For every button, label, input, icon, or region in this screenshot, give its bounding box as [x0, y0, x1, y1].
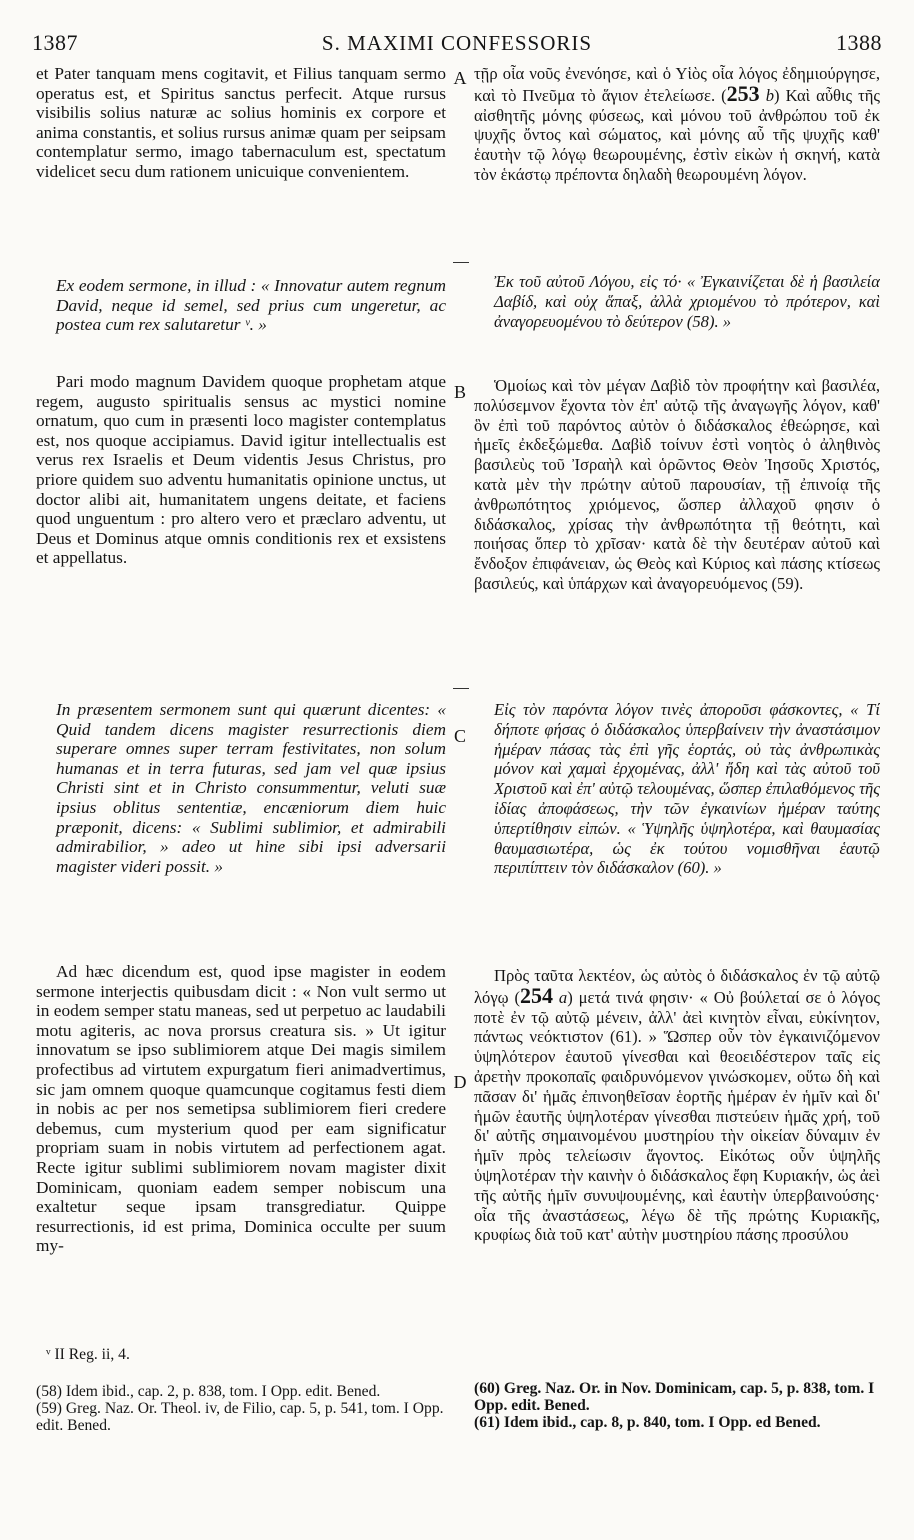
greek-text: Πρὸς ταῦτα λεκτέον, ὡς αὐτὸς ὁ διδάσκαλος ἐν τῷ αὐτῷ λόγῳ	[474, 966, 880, 1007]
page-number-left: 1387	[32, 30, 78, 55]
latin-block-3	[36, 962, 446, 1336]
greek-paragraph: Πρὸς ταῦτα λεκτέον, ὡς αὐτὸς ὁ διδάσκαλος ἐν τῷ αὐτῷ λόγῳ (254 a) μετά τινά φησιν· « Οὐ βούλεταί σε ὁ λόγος ποτὲ ἐν τῷ αὐτῷ μένειν, ἀλλ' ἀεὶ κινητὸν εἶναι, εὐκίνητον, πάντως νεόκτιστον (61). » Ὥσπερ οὖν τὸν ἐγκαινιζόμενον ὑψηλότερον ἑαυτοῦ γίνεσθαι καὶ θεοειδέστερον ταῖς εἰς ἀρετὴν προκοπαῖς φαιδρυνόμενον γινώσκομεν, οὕτω δὴ καὶ πᾶσαν δι' ἡμᾶς ἐπινοηθεῖσαν ἑορτῆς ἡμέραν ἐν ἡμῖν καὶ δι' ἡμῶν ἑαυτῆς ὑψηλοτέραν γίνεσθαι πιστεύειν ἡμᾶς χρή, τοῦ δι' αὐτῆς σημαινομένου μυστηρίου τὴν οἰκείαν δύναμιν ἐν ἡμῖν πρὸς τελείωσιν ἄγοντος. Εἰκότως οὖν ὑψηλῆς ὑψηλοτέραν τὴν καινὴν ὁ διδάσκαλος ἔφη Κυριακήν, ὡς ἀεὶ τῆς αὐτῆς ἡμῖν συνυψουμένης, καὶ ἑαυτὴν ὑπερβαινούσης· οἷα τῆς ἀναστάσεως, λέγω δὲ τῆς πρώτης Κυριακῆς, κρυφίως διὰ τοῦ κατ' αὐτὴν μυστηρίου πάσης προσύλου	[474, 966, 880, 1245]
latin-heading-3	[36, 700, 446, 914]
latin-section-heading: In præsentem sermonem sunt qui quærunt dicentes: « Quid tandem dicens magister resurrectionis diem superare omnes super terram festivitates, non solum humanas et in terra futuras, sed jam vel quæ ipsius Christi sint et in Christo consummentur, veluti suæ ipsius oblitus sententiæ, encæniorum diem huic præponit, dicens: « Sublimi sublimior, et admirabili admirabilior, » adeo ut hine sibi ipsi adversarii magister videri possit. »	[56, 700, 446, 876]
page-number-right: 1388	[835, 30, 882, 55]
latin-block-2	[36, 372, 446, 644]
margin-marker-d: D	[453, 1072, 467, 1092]
footnote-58: (58) Idem ibid., cap. 2, p. 838, tom. I Opp. edit. Bened.	[36, 1383, 381, 1400]
scripture-reference: ᵛ II Reg. ii, 4.	[46, 1346, 130, 1363]
footnotes-left	[36, 1346, 446, 1434]
running-head	[32, 30, 882, 60]
section-divider	[453, 688, 469, 689]
greek-paragraph: Ὁμοίως καὶ τὸν μέγαν Δαβὶδ τὸν προφήτην καὶ βασιλέα, πολύσεμνον ἔχοντα τὸν ἐπ' αὐτῷ τῆς ἀναγωγῆς λόγον, καθ' ὃν ἐπὶ τοῦ παρόντος αὐτὸν ὁ διδάσκαλος ἐθεώρησε, καὶ ἡμεῖς ἐκδεξώμεθα. Δαβὶδ τοίνυν ἐστὶ νοητὸς ὁ ἀληθινὸς βασιλεὺς τοῦ Ἰσραὴλ καὶ ὁρῶντος Θεὸν Ἰησοῦς Χριστός, κατὰ μὲν τὴν πρώτην αὐτοῦ παρουσίαν, τῇ ἐπινοίᾳ τῆς ἀνθρωπότητος χριόμενος, ὥσπερ ἀλλαχοῦ φησιν ὁ διδάσκαλος, χρίσας τὴν ἀνθρωπότητα τῇ θεότητι, καὶ ποιήσας ὅπερ τὸ χρῖσαν· κατὰ δὲ τὴν δευτέραν αὐτοῦ καὶ ἔνδοξον ἐπιφάνειαν, ὡς Θεὸς καὶ Κύριος καὶ πάσης κτίσεως βασιλεύς, καὶ ὑπάρχων καὶ ἀναγορευόμενος (59).	[474, 376, 880, 593]
greek-text: Καὶ αὖθις τῆς αἰσθητῆς μόνης φύσεως, καὶ μόνου τοῦ ἀνθρώπου τοῦ ἐκ ψυχῆς ὄντος καὶ σώματος, καὶ μόνης αὖ τῆς ψυχῆς καθ' ἑαυτὴν τῷ λόγῳ θεωρουμένης, ἐστὶν εἰκὼν ἡ σκηνή, κατὰ τὸν ἑκάστῳ πρέποντα δηλαδὴ θεωρουμένη λόγον.	[474, 85, 880, 184]
greek-block-2	[474, 376, 880, 678]
latin-heading-2	[36, 276, 446, 348]
footnotes-right	[474, 1380, 880, 1431]
column-letter: b	[765, 85, 775, 105]
greek-heading-3	[474, 700, 880, 956]
margin-marker-c: C	[453, 726, 466, 746]
footnote-59: (59) Greg. Naz. Or. Theol. iv, de Filio, cap. 5, p. 541, tom. I Opp. edit. Bened.	[36, 1400, 444, 1434]
footnote-61: (61) Idem ibid., cap. 8, p. 840, tom. I Opp. ed Bened.	[474, 1414, 821, 1431]
greek-section-heading: Ἐκ τοῦ αὐτοῦ Λόγου, εἰς τό· « Ἐγκαινίζεται δὲ ἡ βασιλεία Δαβίδ, καὶ οὐχ ἅπαξ, ἀλλὰ χριομένου τὸ πρότερον, καὶ ἀναγορευομένου τὸ δεύτερον (58). »	[494, 272, 880, 331]
footnote-60: (60) Greg. Naz. Or. in Nov. Dominicam, cap. 5, p. 838, tom. I Opp. edit. Bened.	[474, 1380, 875, 1414]
greek-block-3	[474, 966, 880, 1350]
greek-text: μετά τινά φησιν· « Οὐ βούλεταί σε ὁ λόγος ποτὲ ἐν τῷ αὐτῷ μένειν, ἀλλ' ἀεὶ κινητὸν εἶναι, εὐκίνητον, πάντως νεόκτιστον (61). » Ὥσπερ οὖν τὸν ἐγκαινιζόμενον ὑψηλότερον ἑαυτοῦ γίνεσθαι καὶ θεοειδέστερον ταῖς εἰς ἀρετὴν προκοπαῖς φαιδρυνόμενον γινώσκομεν, οὕτω δὴ καὶ πᾶσαν δι' ἡμᾶς ἐπινοηθεῖσαν ἑορτῆς ἡμέραν ἐν ἡμῖν καὶ δι' ἡμῶν ἑαυτῆς ὑψηλοτέραν γίνεσθαι πιστεύειν ἡμᾶς χρή, τοῦ δι' αὐτῆς σημαινομένου μυστηρίου τὴν οἰκείαν δύναμιν ἐν ἡμῖν πρὸς τελείωσιν ἄγοντος. Εἰκότως οὖν ὑψηλῆς ὑψηλοτέραν τὴν καινὴν ὁ διδάσκαλος ἔφη Κυριακήν, ὡς ἀεὶ τῆς αὐτῆς ἡμῖν συνυψουμένης, καὶ ἑαυτὴν ὑπερβαινούσης· οἷα τῆς ἀναστάσεως, λέγω δὲ τῆς πρώτης Κυριακῆς, κρυφίως διὰ τοῦ κατ' αὐτὴν μυστηρίου πάσης προσύλου	[474, 987, 880, 1245]
greek-section-heading: Εἰς τὸν παρόντα λόγον τινὲς ἀποροῦσι φάσκοντες, « Τί δήποτε φήσας ὁ διδάσκαλος ὑπερβαίνειν τὴν ἀναστάσιμον ἡμέραν πάσας τὰς ἐπὶ γῆς ἑορτάς, οὐ τὰς ἀνθρωπικὰς μόνον καὶ χαμαὶ ἐρχομένας, ἀλλ' ἤδη καὶ τὰς αὐτοῦ τοῦ Χριστοῦ καὶ ἐπ' αὐτῷ τελουμένας, ὥσπερ ἐπιλαθόμενος τῆς ἰδίας ἀποφάσεως, τὴν τῶν ἐγκαινίων ἡμέραν ταύτης ὑπερτίθησιν εἰπών. « Ὑψηλῆς ὑψηλοτέρα, καὶ θαυμασίας θαυμασιωτέρα, ὡς ἐκ τούτου νομισθῆναι ἑαυτῷ περιπίπτειν τὸν διδάσκαλον (60). »	[494, 700, 880, 878]
greek-paragraph: τῇρ οἷα νοῦς ἐνενόησε, καὶ ὁ Υἱὸς οἷα λόγος ἐδημιούργησε, καὶ τὸ Πνεῦμα τὸ ἅγιον ἐτελείωσε. (253 b) Καὶ αὖθις τῆς αἰσθητῆς μόνης φύσεως, καὶ μόνου τοῦ ἀνθρώπου τοῦ ἐκ ψυχῆς ὄντος καὶ σώματος, καὶ μόνης αὖ τῆς ψυχῆς καθ' ἑαυτὴν τῷ λόγῳ θεωρουμένης, ἐστὶν εἰκὼν ἡ σκηνή, κατὰ τὸν ἑκάστῳ πρέποντα δηλαδὴ θεωρουμένη λόγον.	[474, 64, 880, 184]
margin-marker-a: A	[453, 68, 467, 88]
running-title: S. MAXIMI CONFESSORIS	[321, 31, 593, 55]
latin-paragraph: et Pater tanquam mens cogitavit, et Filius tanquam sermo operatus est, et Spiritus sanctus perfecit. Atque rursus visibilis solius naturæ ac solius hominis ex corpore et anima constantis, et solius rursus animæ quam per seipsam contemplatur sermo, imago tabernaculum est, spectatum videlicet secu dum rationem unicuique convenientem.	[36, 64, 446, 181]
latin-paragraph: Ad hæc dicendum est, quod ipse magister in eodem sermone interjectis quibusdam dicit : « Non vult sermo ut in eodem semper statu maneas, sed ut perpetuo ac laudabili motu agiteris, ac nova prorsus creatura sis. » Ut igitur innovatum se ipso sublimiorem atque Dei magis similem profectibus ad virtutem expurgatum fieri animadvertimus, sic jam omnem quoque quamcunque cogitamus festi diem in nobis ac per nos semetipsa sublimiorem fieri credere debemus, cum mysterium quod per eam significatur propriam suam in nobis virtutem ad perfectionem agat. Recte igitur sublimi sublimiorem novam magister dixit Dominicam, quoniam eadem semper nobiscum una exaltetur seque ipsam transgrediatur. Quippe resurrectionis, id est prima, Dominica occulte per suum my-	[36, 962, 446, 1256]
column-letter: a	[558, 987, 568, 1007]
greek-block-1	[474, 64, 880, 256]
greek-text: τῇρ οἷα νοῦς ἐνενόησε, καὶ ὁ Υἱὸς οἷα λόγος ἐδημιούργησε, καὶ τὸ Πνεῦμα τὸ ἅγιον ἐτελείωσε.	[474, 64, 880, 105]
section-divider	[453, 262, 469, 263]
margin-marker-b: B	[453, 382, 466, 402]
column-number: 253	[726, 80, 760, 106]
greek-heading-2	[474, 272, 880, 364]
column-number: 254	[520, 982, 554, 1008]
latin-paragraph: Pari modo magnum Davidem quoque prophetam atque regem, augusto spiritualis sensus ac mystici nomine ornatum, quo cum in præsenti loco magister contemplatus est, nos quoque accipiamus. David igitur intellectualis est verus rex Israelis et Deum videntis Jesus Christus, pro priore quidem suo adventu humanitatis opinione unctus, ut doctor alibi ait, humanitatem ungens deitate, et faciens quod unguentum : pro altero vero et præclaro adventu, ut Deus et Dominus atque omnis conditionis rex et exsistens et appellatus.	[36, 372, 446, 568]
latin-block-1	[36, 64, 446, 246]
latin-section-heading: Ex eodem sermone, in illud : « Innovatur autem regnum David, neque id semel, sed prius cum ungeretur, ac postea cum rex salutaretur ᵛ. »	[56, 276, 446, 335]
